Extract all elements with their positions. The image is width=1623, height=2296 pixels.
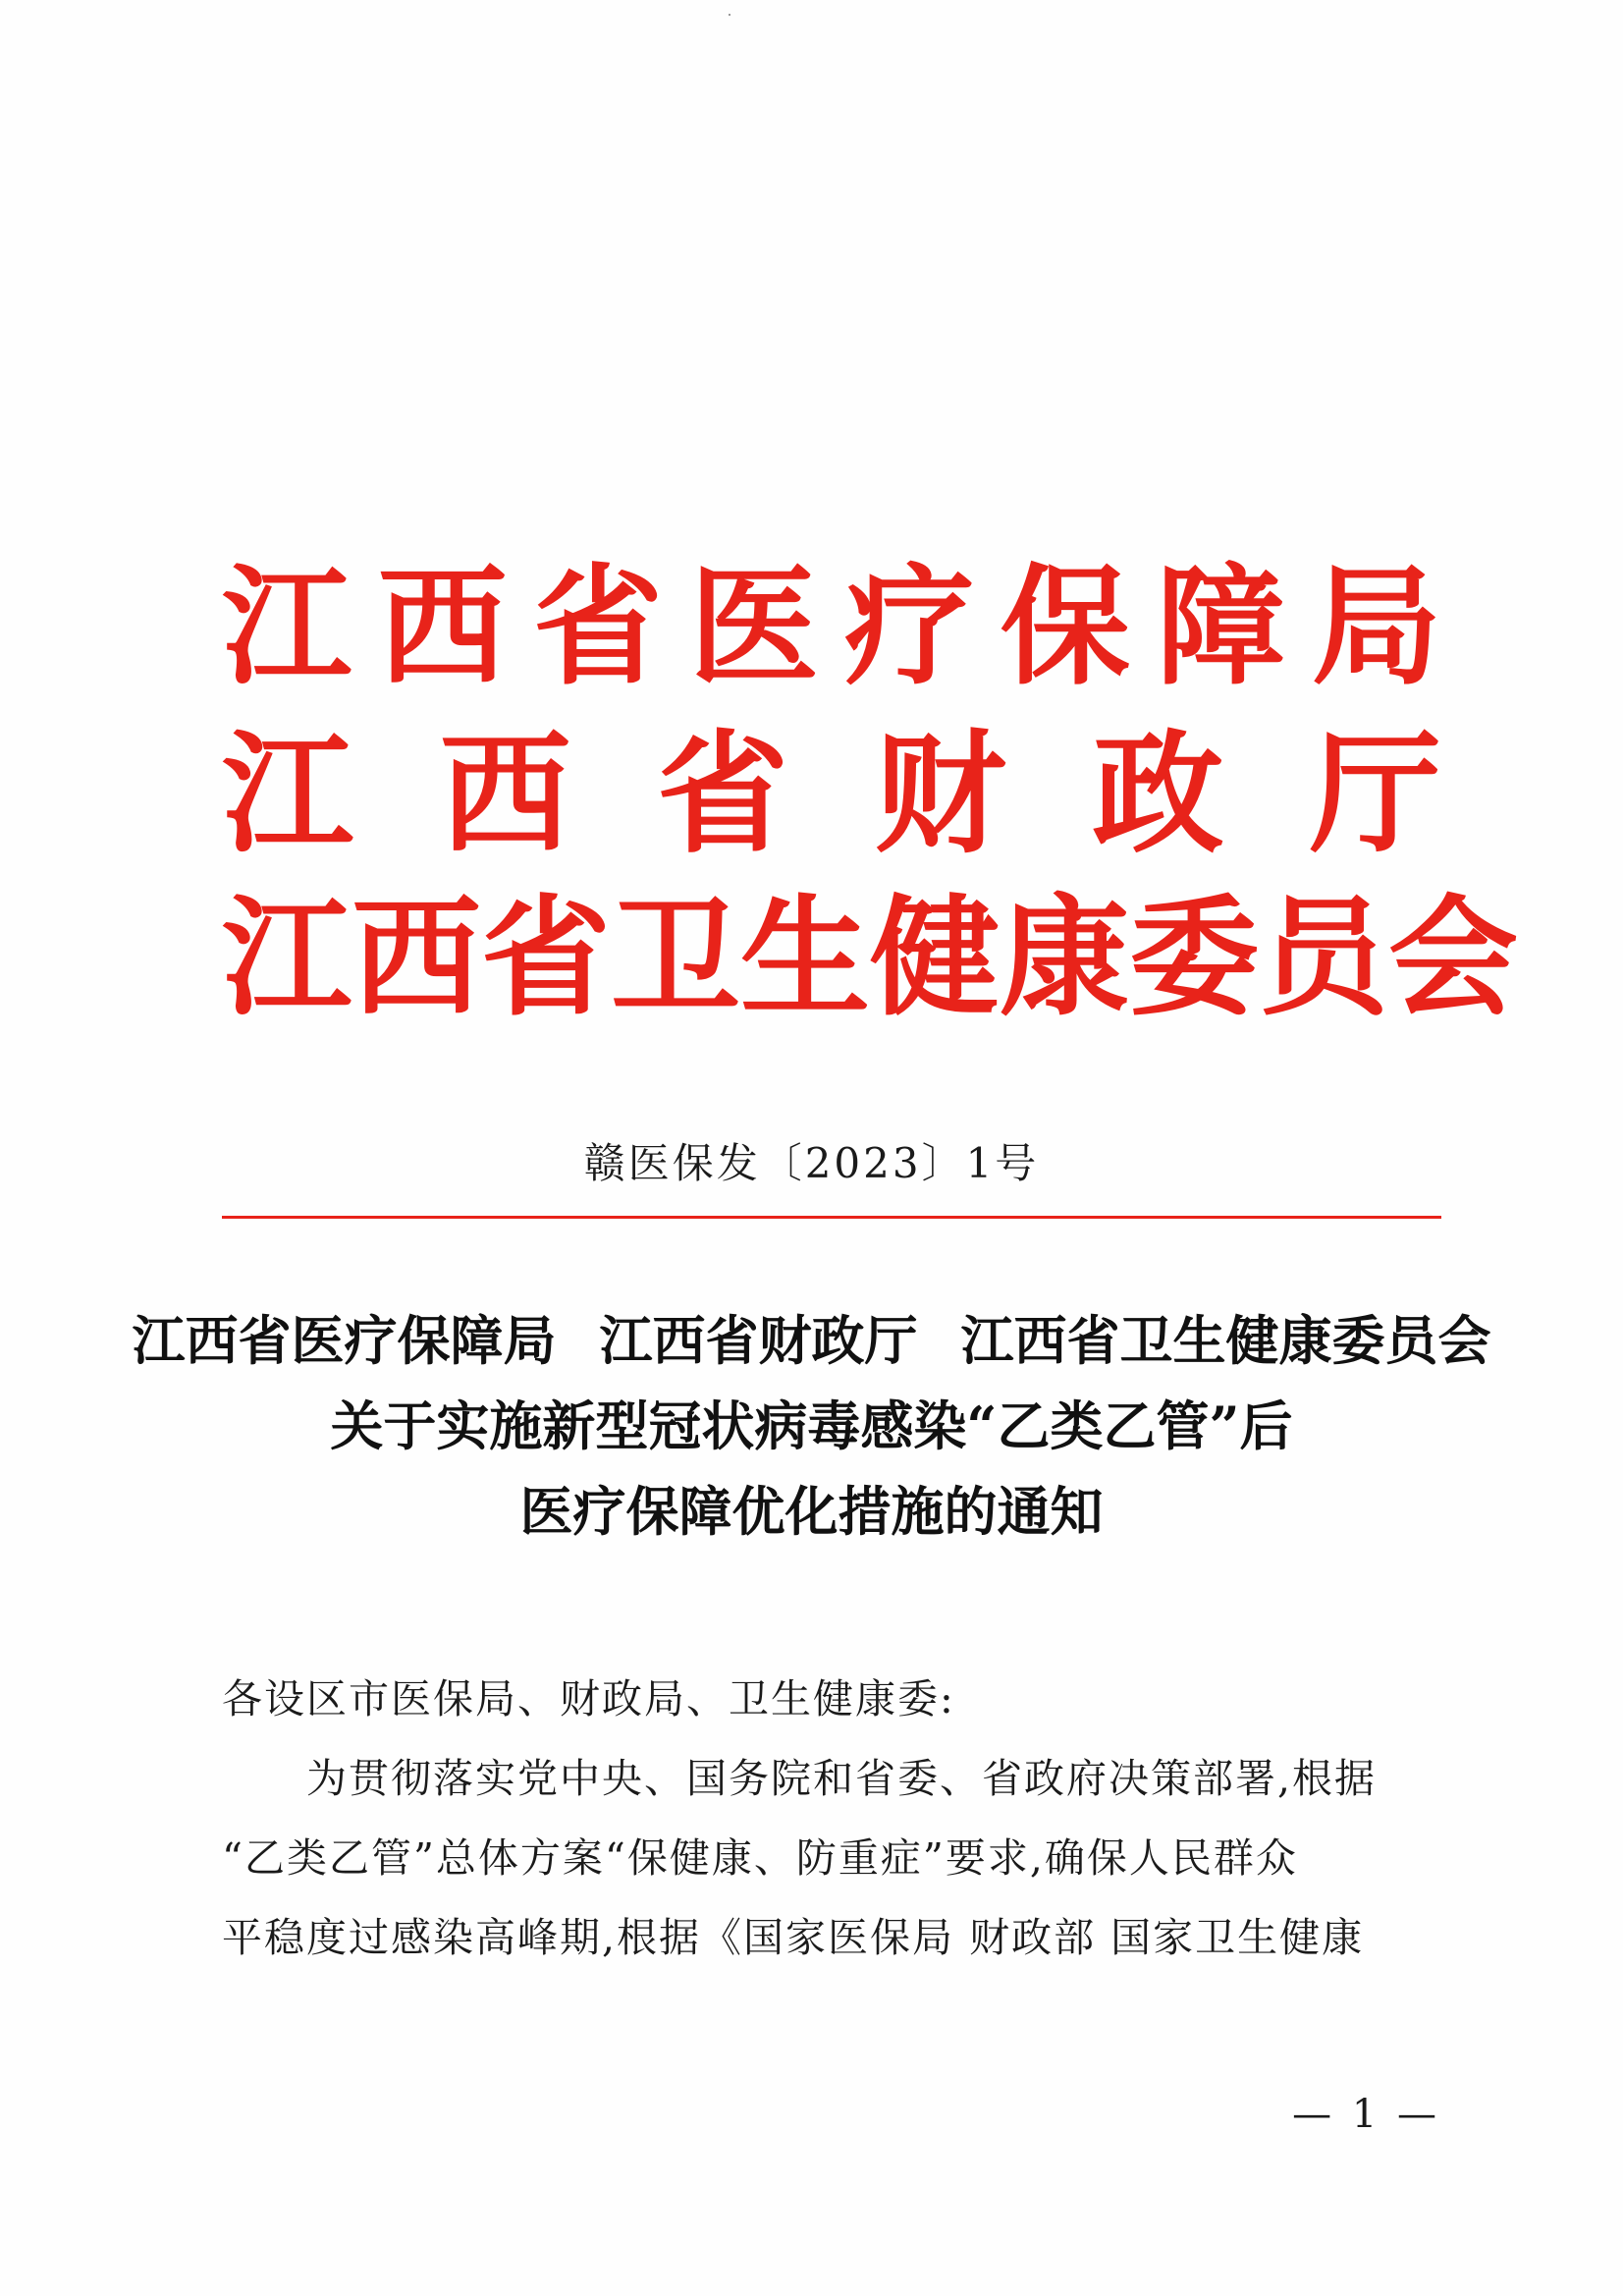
title-line-2: 关于实施新型冠状病毒感染“乙类乙管”后 xyxy=(330,1394,1293,1457)
letterhead-char: 厅 xyxy=(1309,718,1441,871)
letterhead-char: 会 xyxy=(1388,883,1518,1034)
letterhead-char: 卫 xyxy=(611,883,740,1034)
salutation: 各设区市医保局、财政局、卫生健康委: xyxy=(222,1675,955,1722)
title-agencies-line xyxy=(0,1309,1623,1372)
letterhead-char: 健 xyxy=(870,883,1000,1034)
title-agency: 江西省医疗保障局 xyxy=(132,1309,557,1372)
title-agency: 江西省卫生健康委员会 xyxy=(960,1309,1491,1372)
body-line: 为贯彻落实党中央、国务院和省委、省政府决策部署,根据 xyxy=(306,1755,1378,1802)
letterhead-char: 西 xyxy=(377,552,508,703)
title-line-3: 医疗保障优化措施的通知 xyxy=(519,1480,1104,1543)
letterhead-char: 疗 xyxy=(844,552,975,703)
document-number: 赣医保发〔2023〕1号 xyxy=(583,1139,1040,1187)
letterhead-char: 西 xyxy=(439,718,571,871)
letterhead-char: 局 xyxy=(1311,552,1441,703)
letterhead-char: 康 xyxy=(1000,883,1129,1034)
red-divider xyxy=(222,1216,1441,1219)
letterhead-line-3 xyxy=(222,881,1518,1036)
letterhead-char: 员 xyxy=(1259,883,1388,1034)
letterhead-char: 省 xyxy=(533,552,664,703)
body-line: 平稳度过感染高峰期,根据《国家医保局 财政部 国家卫生健康 xyxy=(222,1914,1365,1961)
letterhead-char: 西 xyxy=(352,883,481,1034)
letterhead-char: 政 xyxy=(1092,718,1224,871)
letterhead-line-2 xyxy=(222,717,1441,872)
letterhead-char: 障 xyxy=(1156,552,1286,703)
letterhead-char: 委 xyxy=(1129,883,1259,1034)
letterhead-char: 财 xyxy=(874,718,1006,871)
page-number: — 1 — xyxy=(1292,2092,1440,2137)
letterhead-char: 省 xyxy=(657,718,789,871)
letterhead-char: 医 xyxy=(688,552,819,703)
letterhead-char: 保 xyxy=(1000,552,1130,703)
letterhead-char: 省 xyxy=(481,883,611,1034)
letterhead-char: 生 xyxy=(740,883,870,1034)
scan-speck xyxy=(729,14,730,16)
letterhead-char: 江 xyxy=(222,883,352,1034)
body-line: “乙类乙管”总体方案“保健康、防重症”要求,确保人民群众 xyxy=(222,1834,1298,1882)
letterhead-line-1 xyxy=(222,550,1441,705)
letterhead-char: 江 xyxy=(222,552,352,703)
letterhead-char: 江 xyxy=(222,718,354,871)
title-agency: 江西省财政厅 xyxy=(599,1309,918,1372)
